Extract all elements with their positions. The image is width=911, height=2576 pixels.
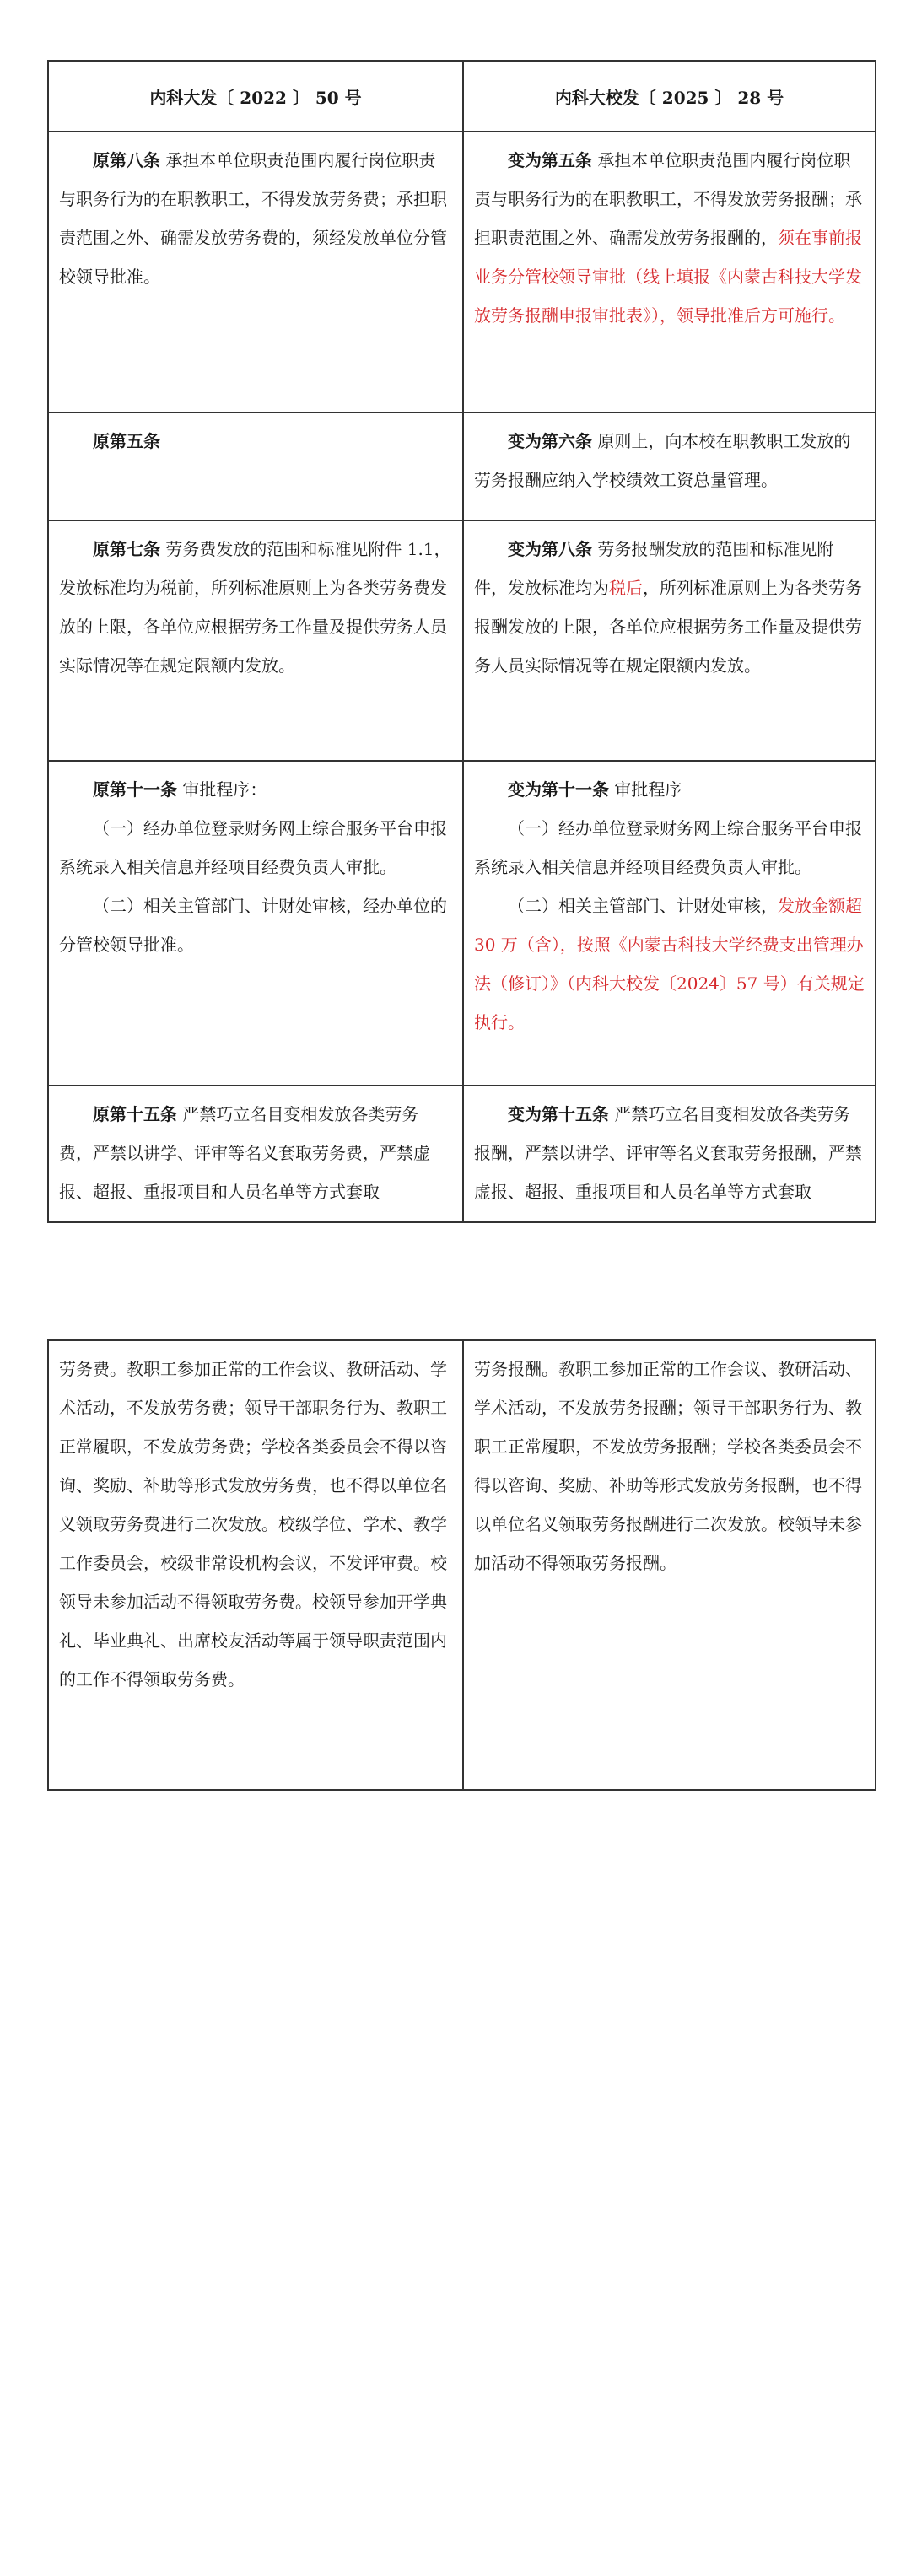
row-2-left-cell xyxy=(48,412,463,520)
clause-paragraph xyxy=(474,887,865,1042)
continuation-left-text: 劳务费。教职工参加正常的工作会议、教研活动、学术活动，不发放劳务费；领导干部职务行为、教职工正常履职，不发放劳务费；学校各类委员会不得以咨询、奖励、补助等形式发放劳务费，也不得以单位名义领取劳务费进行二次发放。校级学位、学术、教学工作委员会，校级非常设机构会议，不发评审费。校领导未参加活动不得领取劳务费。校领导参加开学典礼、毕业典礼、出席校友活动等属于领导职责范围内的工作不得领取劳务费。 xyxy=(59,1359,447,1689)
clause-number: 变为第五条 xyxy=(508,150,592,170)
clause-paragraph xyxy=(59,1095,452,1211)
clause-text: ，所列标准原则上为各类劳务报酬发放的上限，各单位应根据劳务工作量及提供劳务人员实际情况等在规定限额内发放。 xyxy=(474,578,862,676)
clause-text: （二）相关主管部门、计财处审核， xyxy=(508,896,778,916)
highlighted-change: 税后 xyxy=(609,578,643,598)
table-row xyxy=(48,520,876,761)
row-2-right-cell xyxy=(463,412,876,520)
clause-number: 变为第八条 xyxy=(508,539,592,559)
clause-text: （一）经办单位登录财务网上综合服务平台申报系统录入相关信息并经项目经费负责人审批。 xyxy=(59,818,447,877)
clause-paragraph xyxy=(474,1095,865,1211)
row-4-right-cell xyxy=(463,761,876,1086)
clause-text: 严禁巧立名目变相发放各类劳务报酬，严禁以讲学、评审等名义套取劳务报酬，严禁虚报、超报、重报项目和人员名单等方式套取 xyxy=(474,1104,862,1202)
clause-number: 变为第十一条 xyxy=(508,779,609,800)
clause-paragraph xyxy=(59,530,452,685)
clause-paragraph xyxy=(474,422,865,499)
highlighted-change: 发放金额超 30 万（含），按照《内蒙古科技大学经费支出管理办法（修订）》（内科大校发〔2024〕57 号）有关规定执行。 xyxy=(474,896,865,1032)
comparison-table-page-1 xyxy=(47,60,876,1223)
clause-text: 审批程序： xyxy=(177,779,267,800)
clause-number: 原第八条 xyxy=(93,150,160,170)
continuation-right-text: 劳务报酬。教职工参加正常的工作会议、教研活动、学术活动，不发放劳务报酬；领导干部职务行为、教职工正常履职，不发放劳务报酬；学校各类委员会不得以咨询、奖励、补助等形式发放劳务报酬，也不得以单位名义领取劳务报酬进行二次发放。校领导未参加活动不得领取劳务报酬。 xyxy=(474,1359,862,1573)
header-right-doc-number: 内科大校发〔 2025 〕 28 号 xyxy=(463,61,876,132)
continuation-right-cell xyxy=(463,1340,876,1790)
table-row xyxy=(48,412,876,520)
row-5-right-cell xyxy=(463,1086,876,1222)
highlighted-change: 须在事前报业务分管校领导审批（线上填报《内蒙古科技大学发放劳务报酬申报审批表》），领导批准后方可施行。 xyxy=(474,228,862,326)
clause-text: 承担本单位职责范围内履行岗位职责与职务行为的在职教职工，不得发放劳务报酬；承担职责范围之外、确需发放劳务报酬的， xyxy=(474,150,862,248)
clause-text: （一）经办单位登录财务网上综合服务平台申报系统录入相关信息并经项目经费负责人审批。 xyxy=(474,818,862,877)
clause-text: 审批程序 xyxy=(609,779,682,800)
table-row xyxy=(48,1086,876,1222)
clause-paragraph xyxy=(59,770,452,809)
comparison-table-page-2 xyxy=(47,1339,876,1791)
table-row xyxy=(48,1340,876,1790)
continuation-left-cell xyxy=(48,1340,463,1790)
row-1-right-cell xyxy=(463,132,876,412)
clause-text: （二）相关主管部门、计财处审核，经办单位的分管校领导批准。 xyxy=(59,896,447,955)
clause-text: 劳务报酬发放的范围和标准见附件，发放标准均为 xyxy=(474,539,834,598)
row-1-left-cell xyxy=(48,132,463,412)
clause-number: 原第十五条 xyxy=(93,1104,177,1124)
clause-paragraph xyxy=(59,809,452,887)
clause-number: 变为第十五条 xyxy=(508,1104,609,1124)
clause-paragraph xyxy=(59,422,452,461)
row-3-right-cell xyxy=(463,520,876,761)
clause-paragraph xyxy=(59,141,452,296)
clause-paragraph xyxy=(474,141,865,335)
clause-number: 原第七条 xyxy=(93,539,160,559)
clause-paragraph xyxy=(474,530,865,685)
clause-number: 原第十一条 xyxy=(93,779,177,800)
table-row xyxy=(48,761,876,1086)
clause-paragraph xyxy=(474,770,865,809)
clause-text: 原则上，向本校在职教职工发放的劳务报酬应纳入学校绩效工资总量管理。 xyxy=(474,431,851,490)
row-4-left-cell xyxy=(48,761,463,1086)
clause-text: 严禁巧立名目变相发放各类劳务费，严禁以讲学、评审等名义套取劳务费，严禁虚报、超报、重报项目和人员名单等方式套取 xyxy=(59,1104,430,1202)
clause-number: 变为第六条 xyxy=(508,431,592,451)
row-5-left-cell xyxy=(48,1086,463,1222)
header-left-doc-number: 内科大发〔 2022 〕 50 号 xyxy=(48,61,463,132)
clause-paragraph xyxy=(474,809,865,887)
table-row xyxy=(48,132,876,412)
clause-text: 承担本单位职责范围内履行岗位职责与职务行为的在职教职工，不得发放劳务费；承担职责范围之外、确需发放劳务费的，须经发放单位分管校领导批准。 xyxy=(59,150,447,287)
row-3-left-cell xyxy=(48,520,463,761)
clause-paragraph xyxy=(59,887,452,964)
clause-text: 劳务费发放的范围和标准见附件 1.1，发放标准均为税前，所列标准原则上为各类劳务费发放的上限，各单位应根据劳务工作量及提供劳务人员实际情况等在规定限额内发放。 xyxy=(59,539,451,676)
clause-number: 原第五条 xyxy=(93,431,160,451)
